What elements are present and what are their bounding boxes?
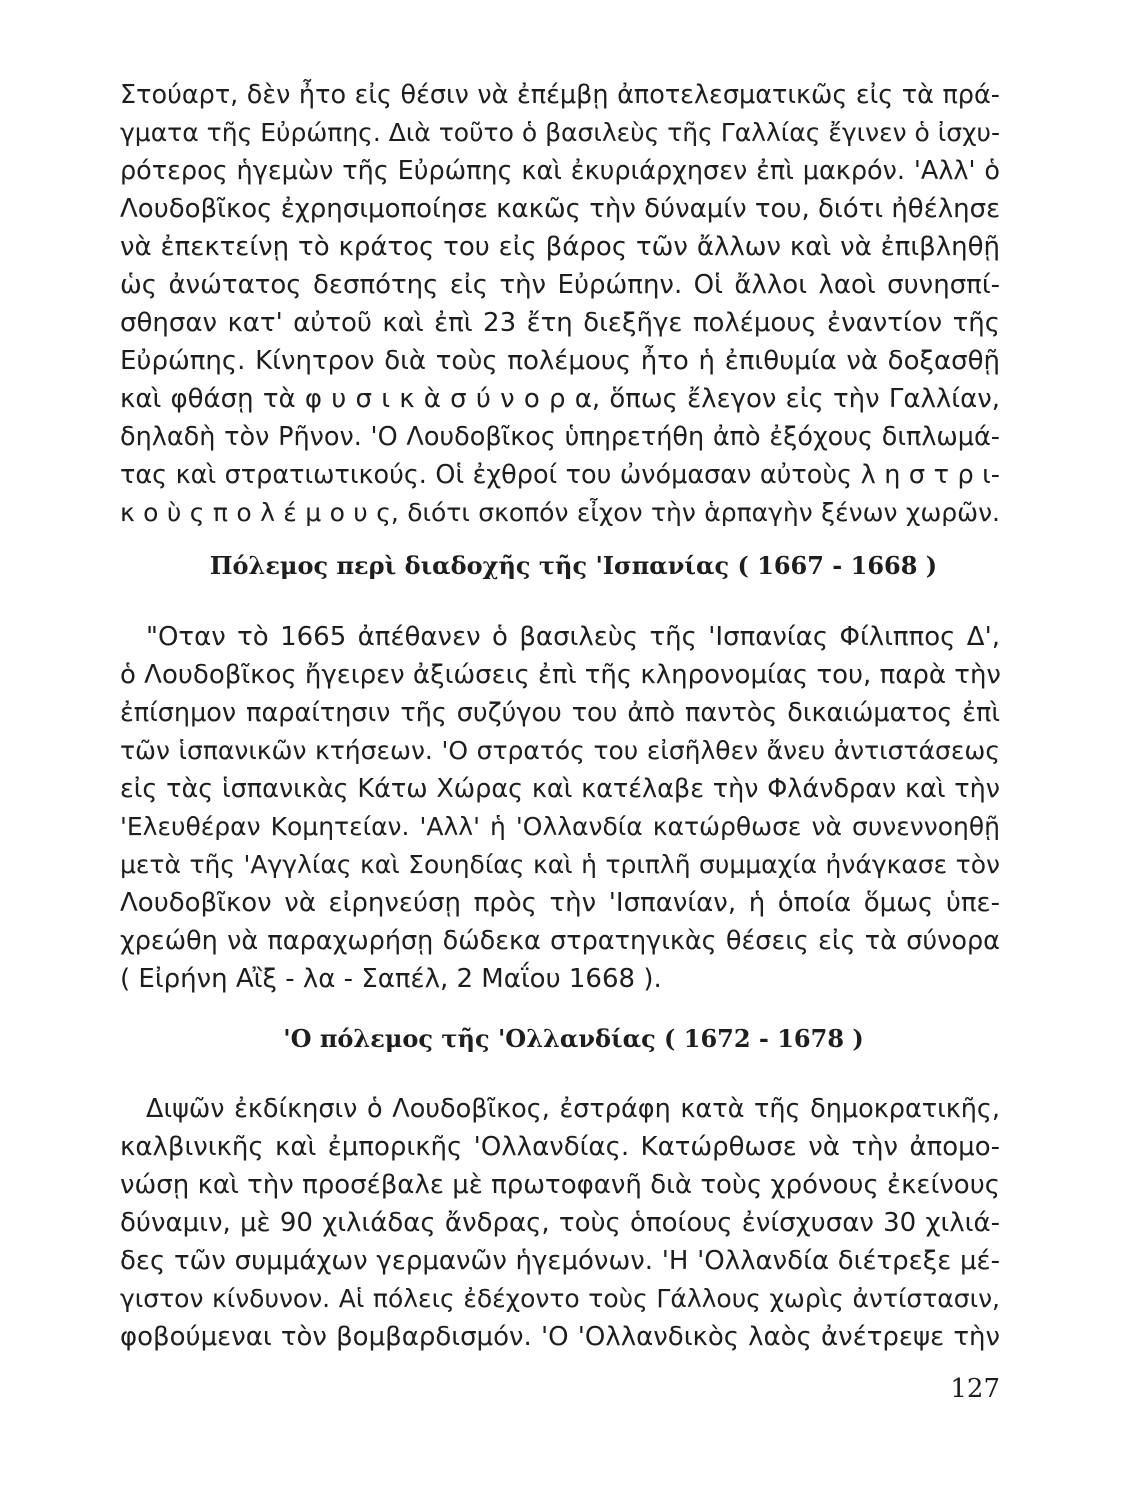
text-line: καὶ φθάσῃ τὰ φ υ σ ι κ ὰ σ ύ ν ο ρ α, ὅπως ἔλεγον εἰς τὴν Γαλλίαν, (120, 384, 1000, 414)
text-line: χρεώθη νὰ παραχωρήσῃ δώδεκα στρατηγικὰς θέσεις εἰς τὰ σύνορα (120, 926, 1000, 956)
text-line: κ ο ὺ ς π ο λ έ μ ο υ ς, διότι σκοπόν εἶχον τὴν ἁρπαγὴν ξένων χωρῶν. (120, 498, 1000, 527)
text-line: Εὐρώπης. Κίνητρον διὰ τοὺς πολέμους ἦτο ἡ ἐπιθυμία νὰ δοξασθῇ (120, 346, 1000, 376)
text-line: ἐπίσημον παραίτησιν τῆς συζύγου του ἀπὸ παντὸς δικαιώματος ἐπὶ (120, 698, 1000, 728)
text-line: "Οταν τὸ 1665 ἀπέθανεν ὁ βασιλεὺς τῆς 'Ισπανίας Φίλιππος Δ', (146, 622, 1000, 652)
text-line: ρότερος ἡγεμὼν τῆς Εὐρώπης καὶ ἐκυριάρχησεν ἐπὶ μακρόν. 'Αλλ' ὁ (120, 156, 1000, 186)
text-line: δες τῶν συμμάχων γερμανῶν ἡγεμόνων. 'Η 'Ολλανδία διέτρεξε μέ- (120, 1246, 1000, 1276)
text-line: Διψῶν ἐκδίκησιν ὁ Λουδοβῖκος, ἐστράφη κατὰ τῆς δημοκρατικῆς, (146, 1094, 1000, 1124)
text-line: σθησαν κατ' αὐτοῦ καὶ ἐπὶ 23 ἔτη διεξῆγε πολέμους ἐναντίον τῆς (120, 308, 1000, 338)
text-line: 'Ελευθέραν Κομητείαν. 'Αλλ' ἡ 'Ολλανδία κατώρθωσε νὰ συνεννοηθῇ (120, 812, 1000, 841)
text-line: δύναμιν, μὲ 90 χιλιάδας ἄνδρας, τοὺς ὁποίους ἐνίσχυσαν 30 χιλιά- (120, 1208, 1000, 1238)
page-number: 127 (950, 1374, 1000, 1404)
text-line: ὡς ἀνώτατος δεσπότης εἰς τὴν Εὐρώπην. Οἱ ἄλλοι λαοὶ συνησπί- (120, 270, 1000, 300)
text-line: νώσῃ καὶ τὴν προσέβαλε μὲ πρωτοφανῆ διὰ τοὺς χρόνους ἐκείνους (120, 1170, 1000, 1200)
text-line: Λουδοβῖκον νὰ εἰρηνεύσῃ πρὸς τὴν 'Ισπανίαν, ἡ ὁποία ὅμως ὑπε- (120, 888, 1000, 918)
text-line: τας καὶ στρατιωτικούς. Οἱ ἐχθροί του ὠνόμασαν αὐτοὺς λ η σ τ ρ ι- (120, 460, 1000, 490)
text-line: δηλαδὴ τὸν Ρῆνον. 'Ο Λουδοβῖκος ὑπηρετήθη ἀπὸ ἐξόχους διπλωμά- (120, 422, 1000, 452)
text-line: φοβούμεναι τὸν βομβαρδισμόν. 'Ο 'Ολλανδικὸς λαὸς ἀνέτρεψε τὴν (120, 1322, 1000, 1352)
text-line: νὰ ἐπεκτείνῃ τὸ κράτος του εἰς βάρος τῶν ἄλλων καὶ νὰ ἐπιβληθῇ (120, 232, 1000, 262)
text-line: καλβινικῆς καὶ ἐμπορικῆς 'Ολλανδίας. Κατώρθωσε νὰ τὴν ἀπομο- (120, 1132, 1000, 1162)
text-line: γματα τῆς Εὐρώπης. Διὰ τοῦτο ὁ βασιλεὺς τῆς Γαλλίας ἔγινεν ὁ ἰσχυ- (120, 118, 1000, 147)
section-heading: Πόλεμος περὶ διαδοχῆς τῆς 'Ισπανίας ( 1667 - 1668 ) (209, 551, 938, 580)
text-line: γιστον κίνδυνον. Αἱ πόλεις ἐδέχοντο τοὺς Γάλλους χωρὶς ἀντίστασιν, (120, 1284, 1000, 1313)
text-line: ( Εἰρήνη Αἲξ - λα - Σαπέλ, 2 Μαΐου 1668 ). (120, 964, 662, 994)
text-line: ὁ Λουδοβῖκος ἤγειρεν ἀξιώσεις ἐπὶ τῆς κληρονομίας του, παρὰ τὴν (120, 660, 1001, 690)
text-line: μετὰ τῆς 'Αγγλίας καὶ Σουηδίας καὶ ἡ τριπλῆ συμμαχία ἠνάγκασε τὸν (120, 850, 1000, 879)
text-line: εἰς τὰς ἱσπανικὰς Κάτω Χώρας καὶ κατέλαβε τὴν Φλάνδραν καὶ τὴν (120, 774, 1000, 804)
section-heading: 'Ο πόλεμος τῆς 'Ολλανδίας ( 1672 - 1678 ) (283, 1024, 864, 1053)
text-line: Λουδοβῖκος ἐχρησιμοποίησε κακῶς τὴν δύναμίν του, διότι ἠθέλησε (120, 194, 1001, 224)
text-line: τῶν ἱσπανικῶν κτήσεων. 'Ο στρατός του εἰσῆλθεν ἄνευ ἀντιστάσεως (120, 736, 1000, 765)
text-line: Στούαρτ, δὲν ἦτο εἰς θέσιν νὰ ἐπέμβῃ ἀποτελεσματικῶς εἰς τὰ πρά- (120, 80, 1000, 110)
